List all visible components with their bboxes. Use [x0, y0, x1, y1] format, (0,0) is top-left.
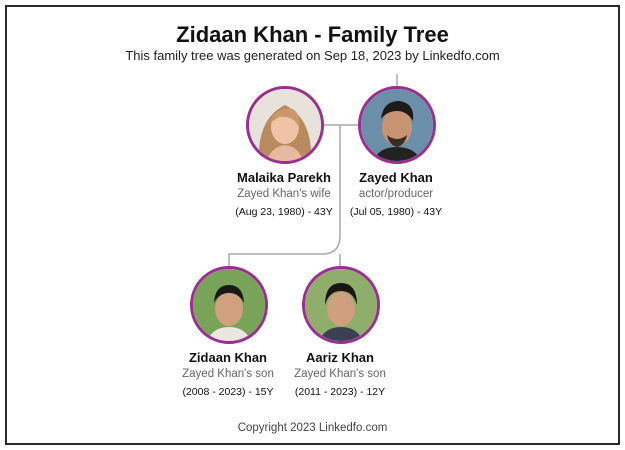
person-dates-aariz-khan: (2011 - 2023) - 12Y	[294, 386, 386, 398]
person-relation-aariz-khan: Zayed Khan's son	[294, 368, 386, 380]
person-name-malaika-parekh[interactable]: Malaika Parekh	[237, 170, 331, 185]
person-name-zayed-khan[interactable]: Zayed Khan	[359, 170, 433, 185]
person-dates-malaika-parekh: (Aug 23, 1980) - 43Y	[235, 206, 333, 218]
person-relation-zidaan-khan: Zayed Khan's son	[182, 368, 274, 380]
person-relation-zayed-khan: actor/producer	[358, 188, 434, 200]
person-dates-zayed-khan: (Jul 05, 1980) - 43Y	[349, 206, 443, 218]
avatar-zayed-khan[interactable]	[358, 86, 436, 164]
avatar-malaika-parekh[interactable]	[246, 86, 324, 164]
portrait-icon	[361, 89, 433, 161]
person-relation-malaika-parekh: Zayed Khan's wife	[237, 188, 331, 200]
person-name-zidaan-khan[interactable]: Zidaan Khan	[188, 350, 267, 365]
avatar-zidaan-khan[interactable]	[190, 266, 268, 344]
avatar-aariz-khan[interactable]	[302, 266, 380, 344]
portrait-icon	[193, 269, 265, 341]
person-dates-zidaan-khan: (2008 - 2023) - 15Y	[182, 386, 274, 398]
portrait-icon	[305, 269, 377, 341]
person-name-aariz-khan[interactable]: Aariz Khan	[306, 350, 374, 365]
portrait-icon	[249, 89, 321, 161]
page-subtitle: This family tree was generated on Sep 18, 2023 by Linkedfo.com	[125, 48, 500, 63]
page-title: Zidaan Khan - Family Tree	[176, 22, 449, 47]
copyright-footer: Copyright 2023 Linkedfo.com	[237, 422, 388, 434]
